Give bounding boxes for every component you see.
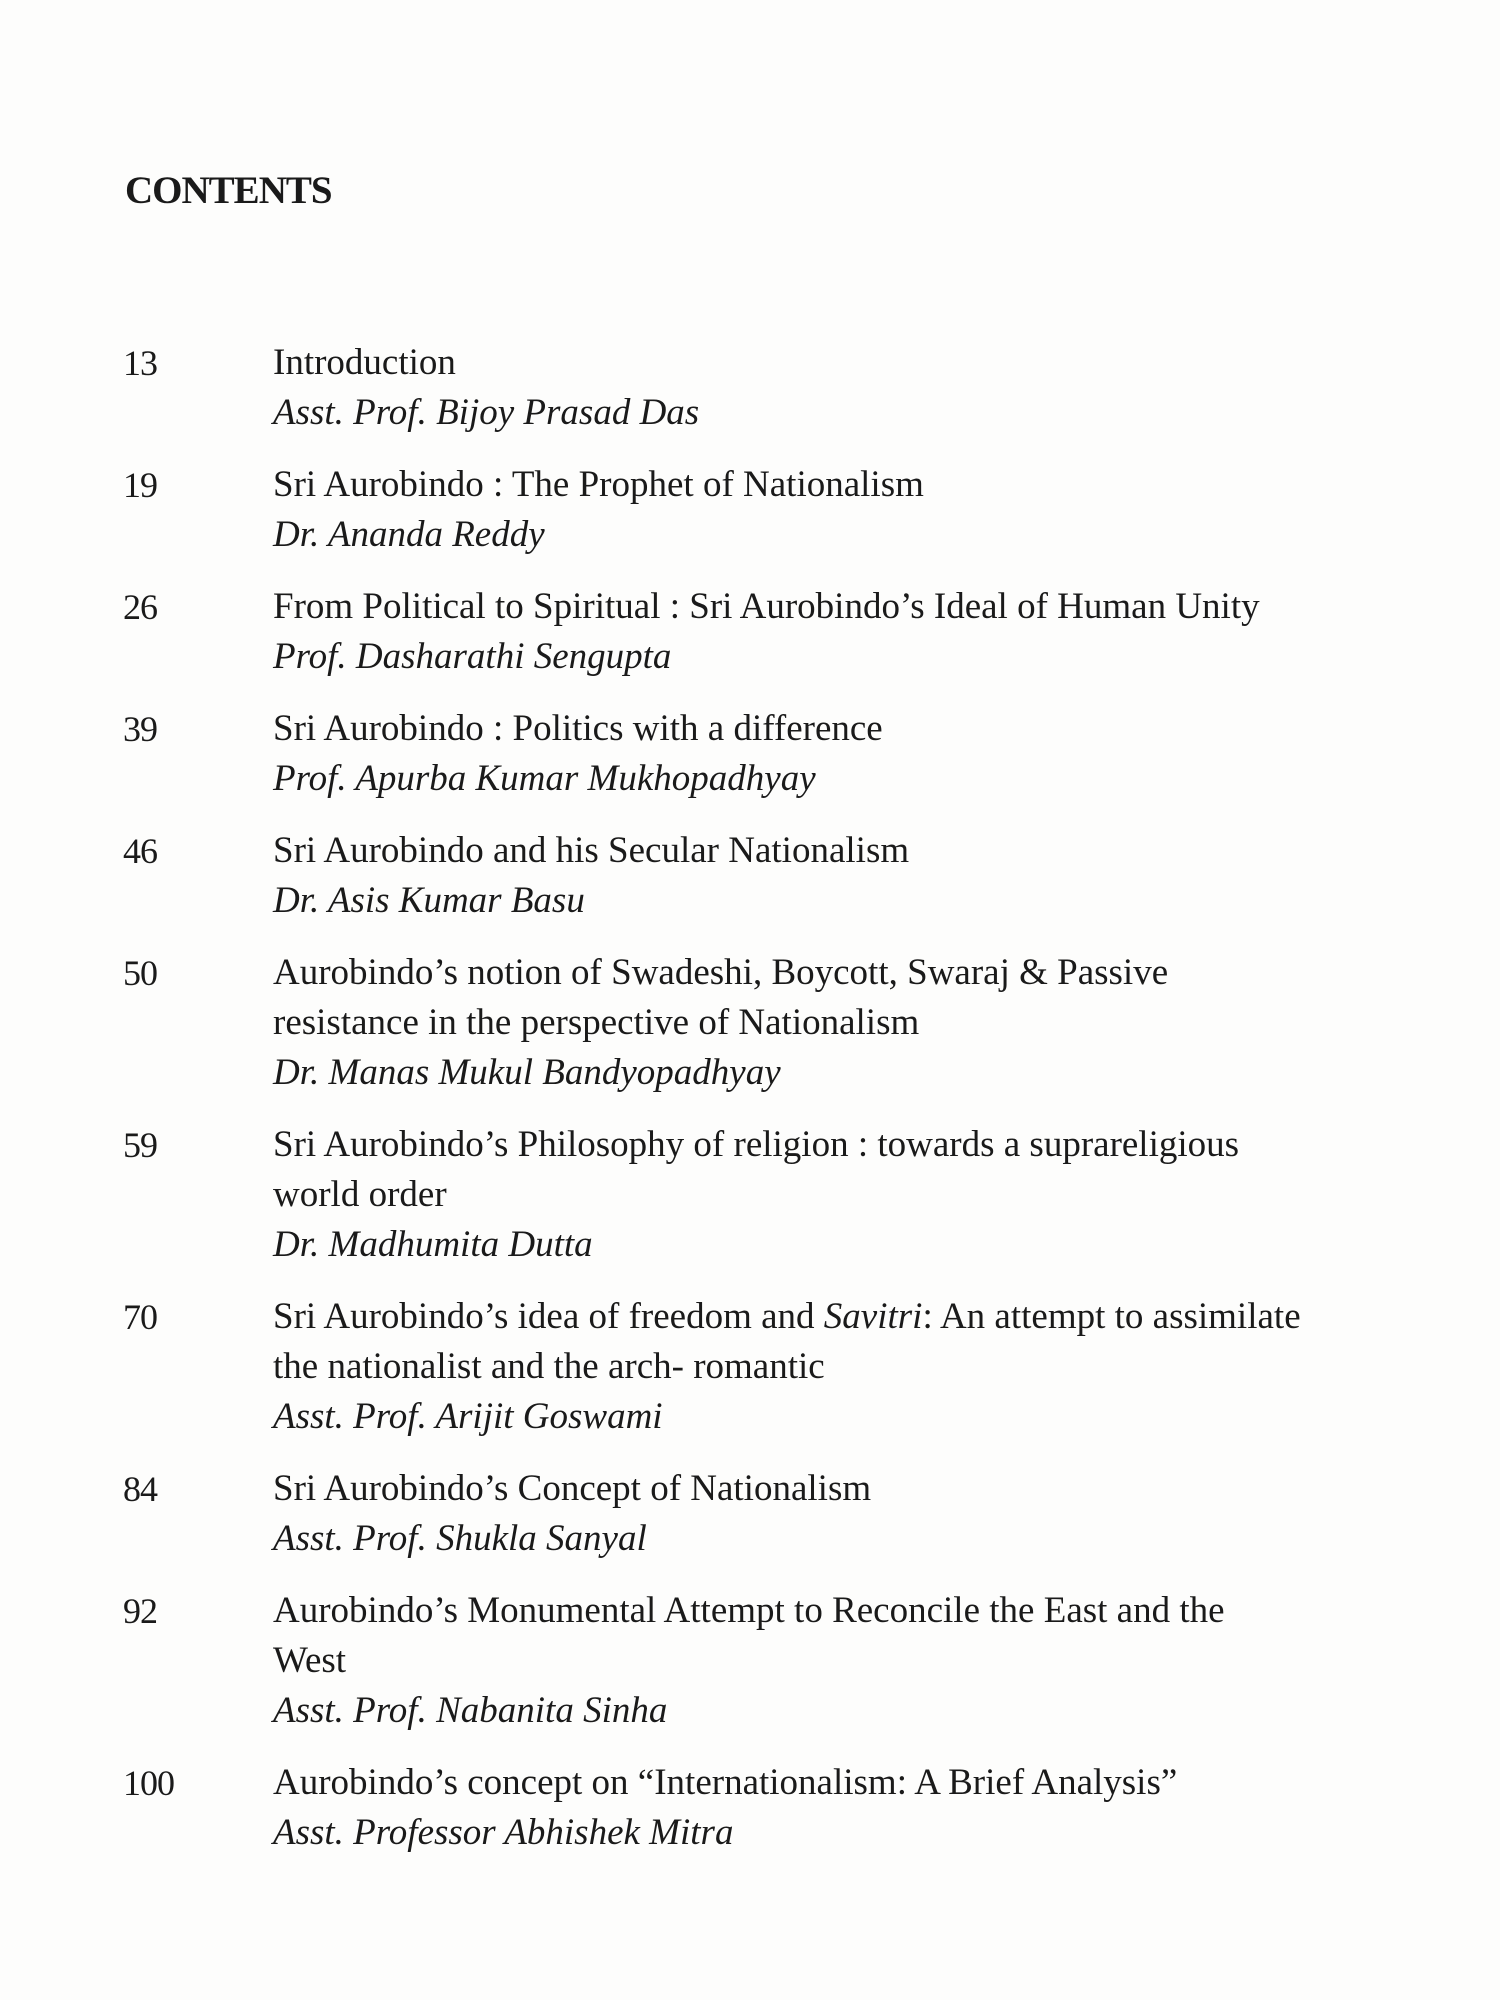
toc-author: Dr. Madhumita Dutta (273, 1224, 593, 1265)
toc-page-number: 13 (123, 343, 157, 383)
toc-title: From Political to Spiritual : Sri Aurobindo’s Ideal of Human Unity (273, 586, 1260, 627)
toc-page-number: 100 (123, 1763, 174, 1803)
toc-author: Dr. Manas Mukul Bandyopadhyay (273, 1052, 781, 1093)
toc-author: Dr. Asis Kumar Basu (273, 880, 585, 921)
toc-entry (123, 582, 1423, 682)
toc-entry (123, 460, 1423, 560)
toc-author: Prof. Dasharathi Sengupta (273, 636, 672, 677)
toc-title-line: Sri Aurobindo’s Philosophy of religion : towards a suprareligious (273, 1124, 1240, 1165)
toc-author: Asst. Prof. Arijit Goswami (273, 1396, 663, 1437)
toc-title: Sri Aurobindo’s Concept of Nationalism (273, 1468, 872, 1509)
toc-page-number: 26 (123, 587, 157, 627)
toc-entry (123, 1120, 1423, 1270)
toc-title-line: resistance in the perspective of Nationalism (273, 1002, 920, 1043)
toc-entry (123, 1758, 1423, 1858)
toc-title-line: Aurobindo’s Monumental Attempt to Reconcile the East and the (273, 1590, 1225, 1631)
toc-entry (123, 704, 1423, 804)
toc-title: Sri Aurobindo and his Secular Nationalism (273, 830, 910, 871)
toc-page-number: 50 (123, 953, 157, 993)
toc-title-line: West (273, 1640, 347, 1681)
toc-list (123, 338, 1423, 1880)
toc-title: Sri Aurobindo : Politics with a difference (273, 708, 883, 749)
toc-page-number: 92 (123, 1591, 157, 1631)
toc-page-number: 19 (123, 465, 157, 505)
toc-author: Asst. Professor Abhishek Mitra (273, 1812, 734, 1853)
toc-author: Dr. Ananda Reddy (273, 514, 545, 555)
toc-title-line: world order (273, 1174, 447, 1215)
toc-page-number: 84 (123, 1469, 157, 1509)
toc-title: Introduction (273, 342, 456, 383)
toc-entry (123, 338, 1423, 438)
toc-entry (123, 1586, 1423, 1736)
toc-title-text: Sri Aurobindo’s idea of freedom and (273, 1296, 824, 1337)
toc-author: Asst. Prof. Shukla Sanyal (273, 1518, 647, 1559)
toc-page-number: 70 (123, 1297, 157, 1337)
toc-entry (123, 826, 1423, 926)
toc-title-text: : An attempt to assimilate (922, 1296, 1301, 1337)
toc-entry (123, 1292, 1423, 1442)
toc-author: Asst. Prof. Bijoy Prasad Das (273, 392, 700, 433)
toc-title-line: Aurobindo’s notion of Swadeshi, Boycott, Swaraj & Passive (273, 952, 1169, 993)
toc-author: Asst. Prof. Nabanita Sinha (273, 1690, 668, 1731)
toc-title: Sri Aurobindo : The Prophet of Nationalism (273, 464, 924, 505)
toc-author: Prof. Apurba Kumar Mukhopadhyay (273, 758, 816, 799)
toc-title-line (273, 1292, 1423, 1342)
toc-entry (123, 1464, 1423, 1564)
toc-title-italic: Savitri (823, 1296, 923, 1337)
contents-heading: CONTENTS (125, 169, 332, 212)
toc-page-number: 39 (123, 709, 157, 749)
toc-entry (123, 948, 1423, 1098)
toc-page-number: 59 (123, 1125, 157, 1165)
toc-title-line: the nationalist and the arch- romantic (273, 1346, 825, 1387)
toc-title: Aurobindo’s concept on “Internationalism: A Brief Analysis” (273, 1762, 1178, 1803)
toc-page-number: 46 (123, 831, 157, 871)
